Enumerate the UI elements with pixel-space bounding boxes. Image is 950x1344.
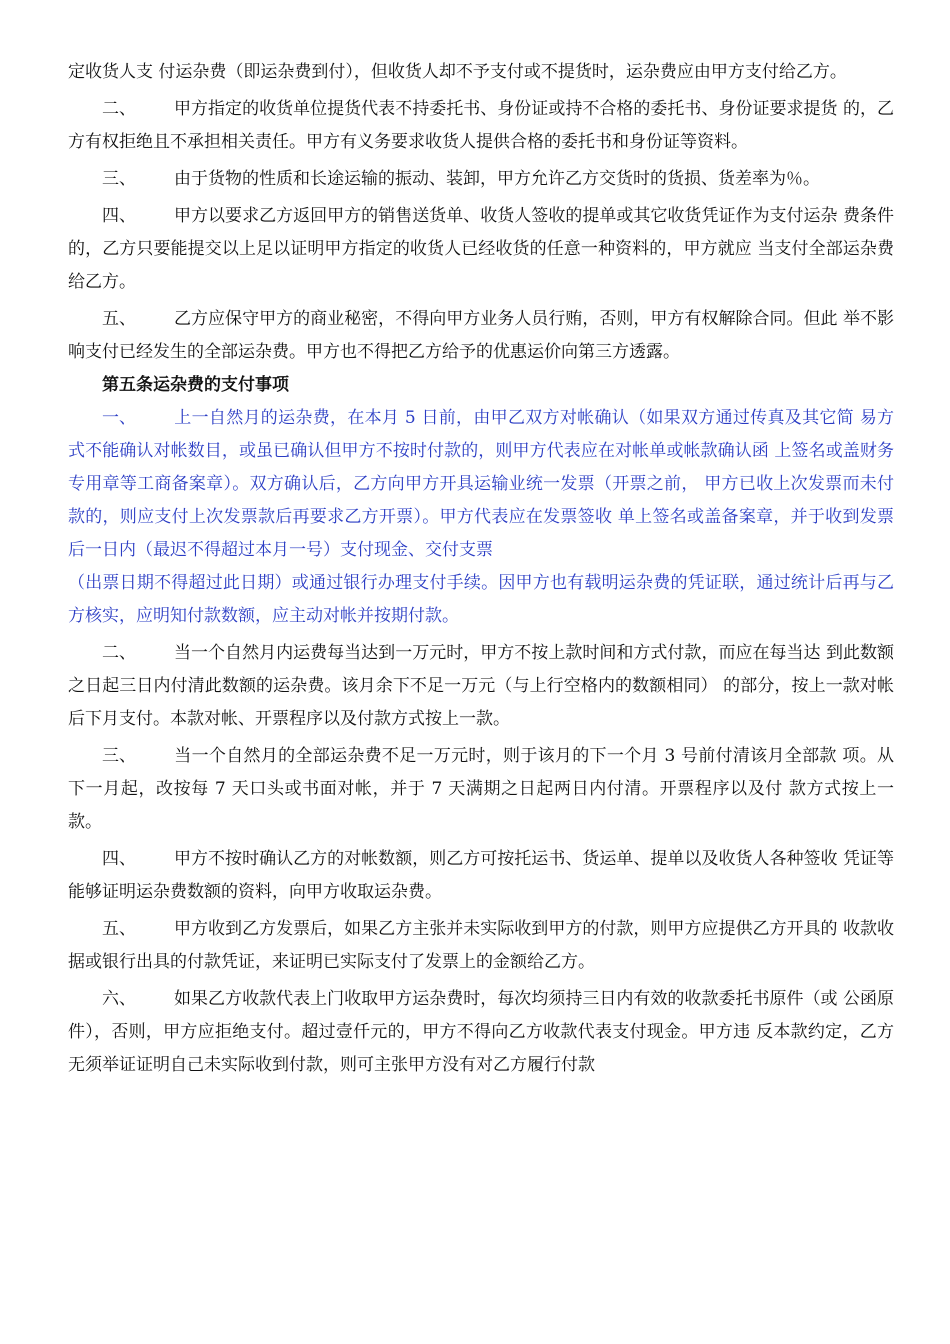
- clause-number: 四、: [102, 849, 136, 869]
- clause-text: 由于货物的性质和长途运输的振动、装卸，甲方允许乙方交货时的货损、货差率为％。: [174, 169, 820, 189]
- clause-number: 六、: [102, 989, 136, 1009]
- clause-number: 五、: [102, 919, 136, 939]
- clause-paragraph: [68, 163, 894, 196]
- clause-text: 甲方不按时确认乙方的对帐数额，则乙方可按托运书、货运单、提单以及收货人各种签收 凭证等能够证明运杂费数额的资料，向甲方收取运杂费。: [68, 849, 894, 902]
- clause-paragraph: [68, 843, 894, 909]
- clause-text: 上一自然月的运杂费，在本月 5 日前，由甲乙双方对帐确认（如果双方通过传真及其它简 易方式不能确认对帐数目，或虽已确认但甲方不按时付款的，则甲方代表应在对帐单或帐款确认函 上签名或盖财务专用章等工商备案章）。双方确认后，乙方向甲方开具运输业统一发票（开票之前， 甲方已收上次发票而未付款的，则应支付上次发票款后再要求乙方开票）。甲方代表应在发票签收 单上签名或盖备案章，并于收到发票后一日内（最迟不得超过本月一号）支付现金、交付支票: [68, 408, 894, 560]
- section-heading: 第五条运杂费的支付事项: [102, 375, 289, 395]
- lead-text: 定收货人支 付运杂费（即运杂费到付），但收货人却不予支付或不提货时，运杂费应由甲方支付给乙方。: [68, 62, 847, 82]
- clause-paragraph: [68, 637, 894, 736]
- clause-paragraph: [68, 93, 894, 159]
- clause-number: 二、: [102, 99, 136, 119]
- document-page: [68, 56, 894, 1082]
- clause-paragraph: [68, 200, 894, 299]
- clause-number: 四、: [102, 206, 136, 226]
- clause-continuation: [68, 567, 894, 633]
- clause-text: 甲方指定的收货单位提货代表不持委托书、身份证或持不合格的委托书、身份证要求提货 的，乙方有权拒绝且不承担相关责任。甲方有义务要求收货人提供合格的委托书和身份证等资料。: [68, 99, 894, 152]
- clause-text: 当一个自然月的全部运杂费不足一万元时，则于该月的下一个月 3 号前付清该月全部款 项。从下一月起，改按每 7 天口头或书面对帐，并于 7 天满期之日起两日内付清。开票程序以及付 款方式按上一款。: [68, 746, 894, 832]
- clause-text: 如果乙方收款代表上门收取甲方运杂费时，每次均须持三日内有效的收款委托书原件（或 公函原件），否则，甲方应拒绝支付。超过壹仟元的，甲方不得向乙方收款代表支付现金。甲方违 反本款约定，乙方无须举证证明自己未实际收到付款，则可主张甲方没有对乙方履行付款: [68, 989, 894, 1075]
- clause-text: （出票日期不得超过此日期）或通过银行办理支付手续。因甲方也有载明运杂费的凭证联，通过统计后再与乙方核实，应明知付款数额，应主动对帐并按期付款。: [68, 573, 894, 626]
- clause-text: 甲方以要求乙方返回甲方的销售送货单、收货人签收的提单或其它收货凭证作为支付运杂 费条件的，乙方只要能提交以上足以证明甲方指定的收货人已经收货的任意一种资料的，甲方就应 当支付全部运杂费给乙方。: [68, 206, 894, 292]
- clause-number: 三、: [102, 169, 136, 189]
- clause-text: 乙方应保守甲方的商业秘密，不得向甲方业务人员行贿，否则，甲方有权解除合同。但此 举不影响支付已经发生的全部运杂费。甲方也不得把乙方给予的优惠运价向第三方透露。: [68, 309, 894, 362]
- clause-number: 三、: [102, 746, 136, 766]
- clause-number: 五、: [102, 309, 136, 329]
- clause-paragraph-highlighted: [68, 402, 894, 567]
- clause-paragraph: [68, 740, 894, 839]
- clause-number: 一、: [102, 408, 136, 428]
- clause-number: 二、: [102, 643, 136, 663]
- lead-paragraph: [68, 56, 894, 89]
- clause-paragraph: [68, 913, 894, 979]
- clause-text: 当一个自然月内运费每当达到一万元时，甲方不按上款时间和方式付款，而应在每当达 到此数额之日起三日内付清此数额的运杂费。该月余下不足一万元（与上行空格内的数额相同） 的部分，按上一款对帐后下月支付。本款对帐、开票程序以及付款方式按上一款。: [68, 643, 894, 729]
- clause-paragraph: [68, 303, 894, 369]
- clause-text: 甲方收到乙方发票后，如果乙方主张并未实际收到甲方的付款，则甲方应提供乙方开具的 收款收据或银行出具的付款凭证，来证明已实际支付了发票上的金额给乙方。: [68, 919, 894, 972]
- clause-paragraph: [68, 983, 894, 1082]
